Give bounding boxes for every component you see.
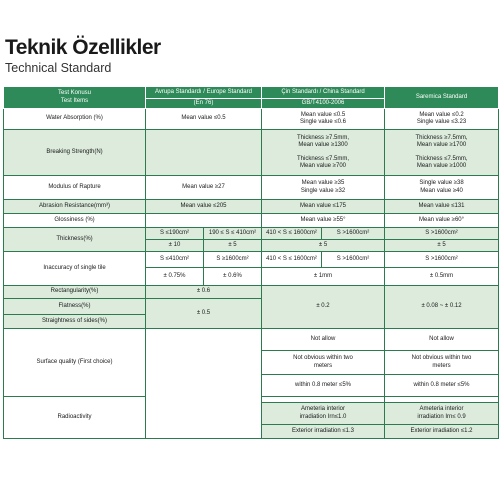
label-modulus-of-rupture: Modulus of Rapture [4, 176, 146, 200]
radioactivity-saremica-1a: Ameteria interior [419, 406, 464, 412]
breaking-strength-saremica [385, 130, 499, 176]
label-radioactivity: Radioactivity [4, 397, 146, 439]
modulus-china-mean: Mean value ≥35 [301, 180, 345, 186]
surface-radioactivity-europe [146, 329, 262, 439]
label-straightness: Straightness of sides(%) [4, 315, 146, 329]
surface-saremica-2 [385, 351, 499, 375]
label-inaccuracy: Inaccuracy of single tile [4, 252, 146, 286]
radioactivity-saremica-1b: irradiation Irn≤ 0.9 [417, 413, 466, 420]
abrasion-europe: Mean value ≤205 [146, 200, 262, 214]
thickness-china-tol: ± 5 [262, 240, 385, 252]
row-abrasion-resistance [4, 200, 499, 214]
label-flatness: Flatness(%) [4, 299, 146, 315]
label-thickness: Thickness(%) [4, 228, 146, 252]
abrasion-saremica: Mean value ≤131 [385, 200, 499, 214]
page-subtitle: Technical Standard [5, 61, 112, 75]
water-absorption-china-single: Single value ≤0.6 [300, 119, 346, 125]
radioactivity-china-1b: irradiation Irn≤1.0 [299, 413, 347, 420]
modulus-saremica-single: Single value ≥38 [419, 180, 464, 186]
radioactivity-china-1 [262, 403, 385, 425]
breaking-strength-europe [146, 130, 262, 176]
glossiness-saremica: Mean value ≥60° [385, 214, 499, 228]
breaking-strength-china [262, 130, 385, 176]
inaccuracy-china-2-range: S >1600cm² [322, 252, 385, 268]
inaccuracy-china-tol: ± 1mm [262, 268, 385, 286]
thickness-europe-1-range: S ≤190cm² [146, 228, 204, 240]
radioactivity-saremica-1 [385, 403, 499, 425]
flatness-straightness-europe: ± 0.5 [146, 299, 262, 329]
breaking-strength-saremica-1: Thickness ≥7.5mm, [415, 134, 468, 141]
thickness-europe-1-tol: ± 10 [146, 240, 204, 252]
modulus-europe: Mean value ≥27 [146, 176, 262, 200]
thickness-saremica-range: S >1600cm² [385, 228, 499, 240]
breaking-strength-china-3: Thickness ≤7.5mm, [297, 155, 349, 162]
surface-china-2b: meters [313, 362, 333, 369]
modulus-china-single: Single value ≥32 [300, 187, 346, 194]
header-test-en: Test Items [60, 97, 89, 104]
breaking-strength-saremica-4: Mean value ≥1000 [416, 163, 467, 169]
radioactivity-saremica-2: Exterior irradiation ≤1.2 [385, 425, 499, 439]
surface-saremica-1: Not allow [385, 329, 499, 351]
water-absorption-europe: Mean value ≤0.5 [146, 109, 262, 130]
row-surface-quality-1 [4, 329, 499, 351]
water-absorption-china-mean: Mean value ≤0.5 [300, 111, 346, 118]
label-water-absorption: Water Absorption (%) [4, 109, 146, 130]
row-water-absorption [4, 109, 499, 130]
abrasion-china: Mean value ≤175 [262, 200, 385, 214]
surface-china-2a: Not obvious within two [293, 355, 353, 361]
glossiness-europe [146, 214, 262, 228]
page-title: Teknik Özellikler [5, 36, 161, 59]
inaccuracy-saremica-range: S >1600cm² [385, 252, 499, 268]
label-abrasion-resistance: Abrasion Resistance(mm³) [4, 200, 146, 214]
header-china-code: GB/T4100-2006 [262, 99, 385, 109]
row-rectangularity [4, 286, 499, 299]
thickness-china-1-range: 410 < S ≤ 1600cm² [262, 228, 322, 240]
header-china-standard: Çin Standardı / China Standard [262, 87, 385, 99]
surface-saremica-3: within 0.8 meter ≤5% [385, 375, 499, 397]
thickness-europe-2-range: 190 ≤ S ≤ 410cm² [204, 228, 262, 240]
surface-china-2 [262, 351, 385, 375]
inaccuracy-europe-2-range: S ≥1600cm² [204, 252, 262, 268]
thickness-china-2-range: S >1600cm² [322, 228, 385, 240]
row-modulus-of-rupture [4, 176, 499, 200]
radioactivity-china-2: Exterior irradiation ≤1.3 [262, 425, 385, 439]
water-absorption-saremica [385, 109, 499, 130]
label-surface-quality: Surface quality (First choice) [4, 329, 146, 397]
breaking-strength-saremica-3: Thickness ≤7.5mm, [415, 155, 468, 162]
rectangularity-europe: ± 0.6 [146, 286, 262, 299]
surface-china-3: within 0.8 meter ≤5% [262, 375, 385, 397]
thickness-saremica-tol: ± 5 [385, 240, 499, 252]
geometry-saremica: ± 0.08 ~ ± 0.12 [385, 286, 499, 329]
header-test-items [4, 87, 146, 109]
water-absorption-saremica-mean: Mean value ≤0.2 [419, 111, 464, 118]
surface-saremica-2b: meters [432, 362, 451, 369]
header-europe-standard: Avrupa Standardı / Europe Standard [146, 87, 262, 99]
row-inaccuracy-top [4, 252, 499, 268]
surface-china-1: Not allow [262, 329, 385, 351]
row-glossiness [4, 214, 499, 228]
water-absorption-saremica-single: Single value ≤3.23 [416, 119, 467, 125]
label-rectangularity: Rectangularity(%) [4, 286, 146, 299]
surface-saremica-2a: Not obvious within two [411, 355, 472, 361]
header-europe-code: (En 76) [146, 99, 262, 109]
modulus-china [262, 176, 385, 200]
breaking-strength-china-2: Mean value ≥1300 [298, 142, 348, 148]
breaking-strength-saremica-2: Mean value ≥1700 [416, 142, 467, 148]
breaking-strength-china-1: Thickness ≥7.5mm, [297, 134, 349, 141]
inaccuracy-saremica-tol: ± 0.5mm [385, 268, 499, 286]
water-absorption-china [262, 109, 385, 130]
header-saremica-standard: Saremica Standard [385, 87, 499, 109]
modulus-saremica-mean: Mean value ≥40 [420, 187, 463, 194]
thickness-europe-2-tol: ± 5 [204, 240, 262, 252]
geometry-china: ± 0.2 [262, 286, 385, 329]
glossiness-china: Mean value ≥55° [262, 214, 385, 228]
inaccuracy-china-1-range: 410 < S ≤ 1600cm² [262, 252, 322, 268]
label-glossiness: Glossiness (%) [4, 214, 146, 228]
header-test-tr: Test Konusu [57, 90, 92, 96]
radioactivity-china-1a: Ameteria interior [301, 406, 346, 412]
inaccuracy-europe-1-range: S ≤410cm² [146, 252, 204, 268]
technical-standard-table [3, 86, 499, 439]
modulus-saremica [385, 176, 499, 200]
row-thickness-top [4, 228, 499, 240]
inaccuracy-europe-1-tol: ± 0.75% [146, 268, 204, 286]
row-breaking-strength [4, 130, 499, 176]
breaking-strength-china-4: Mean value ≥700 [300, 163, 346, 169]
inaccuracy-europe-2-tol: ± 0.6% [204, 268, 262, 286]
label-breaking-strength: Breaking Strength(N) [4, 130, 146, 176]
